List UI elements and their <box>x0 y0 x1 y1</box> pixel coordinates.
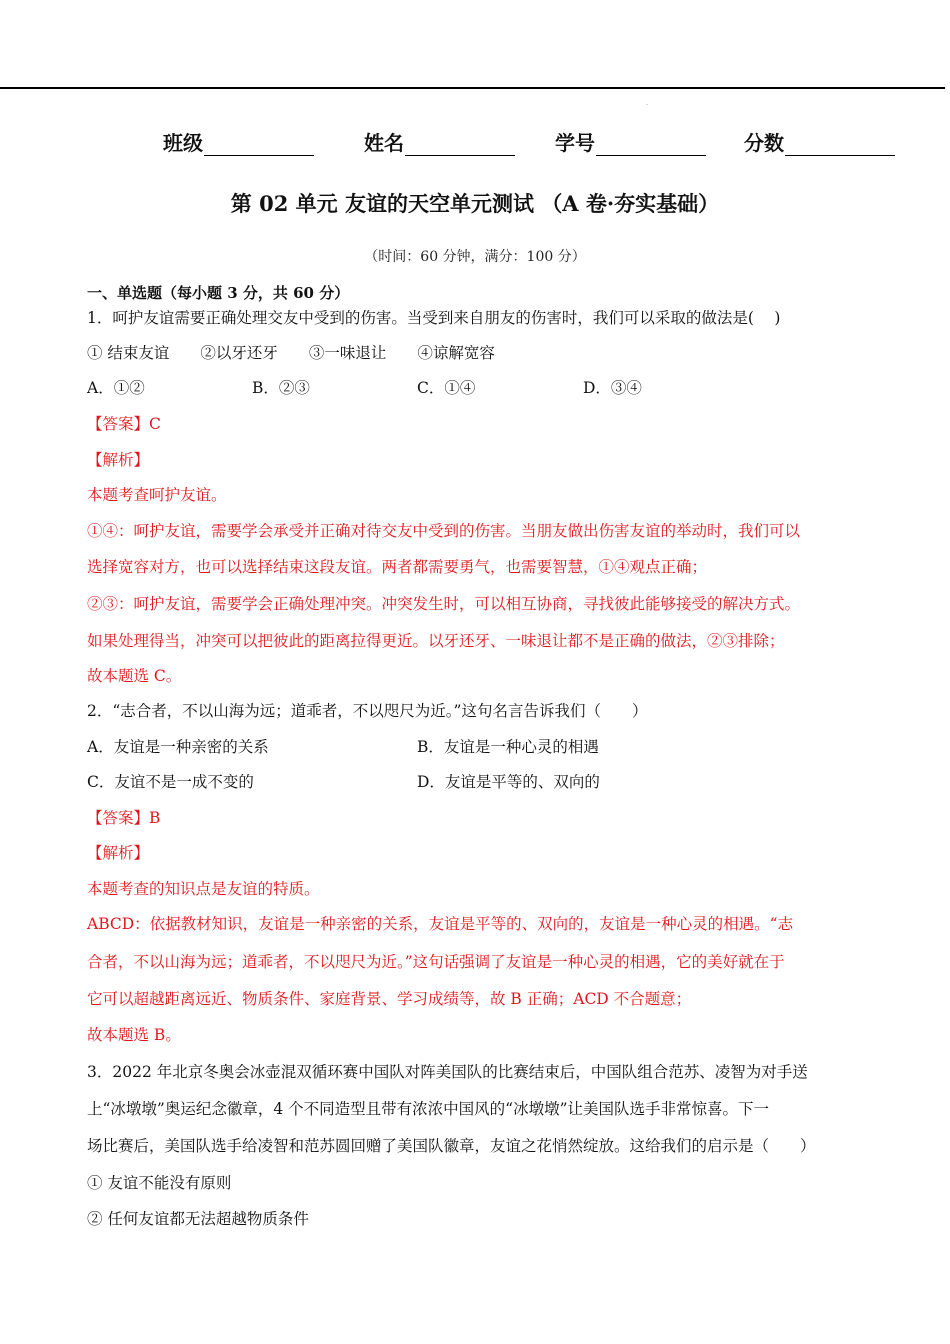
q3-statement: ① 友谊不能没有原则 <box>87 1174 232 1192</box>
q2-option-b[interactable]: B．友谊是一种心灵的相遇 <box>417 738 599 756</box>
q1-stem: 1．呵护友谊需要正确处理交友中受到的伤害。当受到来自朋友的伤害时，我们可以采取的做法是( ) <box>87 309 781 327</box>
q1-analysis-line: 故本题选 C。 <box>87 667 182 685</box>
score-blank[interactable] <box>785 135 895 156</box>
q1-option-b[interactable]: B．②③ <box>252 379 310 397</box>
score-label: 分数 <box>744 131 784 155</box>
q2-analysis-line: ABCD：依据教材知识，友谊是一种亲密的关系，友谊是平等的、双向的，友谊是一种心灵的相遇。“志 <box>87 915 794 933</box>
q1-analysis-line: ②③：呵护友谊，需要学会正确处理冲突。冲突发生时，可以相互协商，寻找彼此能够接受的解决方式。 <box>87 595 801 613</box>
q2-analysis-line: 故本题选 B。 <box>87 1026 181 1044</box>
student-id-field[interactable] <box>555 127 706 156</box>
q2-option-d[interactable]: D．友谊是平等的、双向的 <box>417 773 600 791</box>
q1-analysis-label: 【解析】 <box>87 451 150 469</box>
section-heading: 一、单选题（每小题 3 分，共 60 分） <box>87 284 350 302</box>
q1-statements: ① 结束友谊 ②以牙还牙 ③一味退让 ④谅解宽容 <box>87 344 495 362</box>
q1-analysis-line: ①④：呵护友谊，需要学会承受并正确对待交友中受到的伤害。当朋友做出伤害友谊的举动时，我们可以 <box>87 522 801 540</box>
q1-option-d[interactable]: D．③④ <box>583 379 642 397</box>
class-label: 班级 <box>163 131 203 155</box>
q2-answer: 【答案】B <box>87 809 161 827</box>
q3-stem-line: 3．2022 年北京冬奥会冰壶混双循环赛中国队对阵美国队的比赛结束后，中国队组合范苏、凌智为对手送 <box>87 1063 808 1081</box>
class-blank[interactable] <box>204 135 314 156</box>
student-id-blank[interactable] <box>596 135 706 156</box>
q1-option-a[interactable]: A．①② <box>87 379 145 397</box>
q2-analysis-label: 【解析】 <box>87 844 150 862</box>
q3-statement: ② 任何友谊都无法超越物质条件 <box>87 1210 309 1228</box>
q3-stem-line: 上“冰墩墩”奥运纪念徽章，4 个不同造型且带有浓浓中国风的“冰墩墩”让美国队选手非常惊喜。下一 <box>87 1100 769 1118</box>
q1-answer: 【答案】C <box>87 415 161 433</box>
q2-option-c[interactable]: C．友谊不是一成不变的 <box>87 773 254 791</box>
q1-option-c[interactable]: C．①④ <box>417 379 476 397</box>
class-field[interactable] <box>163 127 314 156</box>
q2-analysis-line: 本题考查的知识点是友谊的特质。 <box>87 880 320 898</box>
header-dot: . <box>646 100 648 107</box>
q2-analysis-line: 它可以超越距离远近、物质条件、家庭背景、学习成绩等，故 B 正确；ACD 不合题意； <box>87 990 692 1008</box>
q2-analysis-line: 合者，不以山海为远；道乖者，不以咫尺为近。”这句话强调了友谊是一种心灵的相遇，它的美好就在于 <box>87 953 785 971</box>
name-blank[interactable] <box>405 135 515 156</box>
name-field[interactable] <box>364 127 515 156</box>
q2-option-a[interactable]: A．友谊是一种亲密的关系 <box>87 738 269 756</box>
q1-analysis-line: 如果处理得当，冲突可以把彼此的距离拉得更近。以牙还牙、一味退让都不是正确的做法，②③排除； <box>87 632 785 650</box>
student-info-fields <box>0 127 950 157</box>
time-note: （时间：60 分钟，满分：100 分） <box>364 249 586 265</box>
header-rule <box>0 87 945 89</box>
q1-analysis-line: 本题考查呵护友谊。 <box>87 486 227 504</box>
page-title: 第 02 单元 友谊的天空单元测试 （A 卷·夯实基础） <box>230 191 720 216</box>
student-id-label: 学号 <box>555 131 595 155</box>
q3-stem-line: 场比赛后，美国队选手给凌智和范苏圆回赠了美国队徽章，友谊之花悄然绽放。这给我们的启示是（ ） <box>87 1137 816 1155</box>
name-label: 姓名 <box>364 131 404 155</box>
score-field[interactable] <box>744 127 895 156</box>
q1-analysis-line: 选择宽容对方，也可以选择结束这段友谊。两者都需要勇气，也需要智慧，①④观点正确； <box>87 558 708 576</box>
q2-stem: 2．“志合者，不以山海为远；道乖者，不以咫尺为近。”这句名言告诉我们（ ） <box>87 702 648 720</box>
